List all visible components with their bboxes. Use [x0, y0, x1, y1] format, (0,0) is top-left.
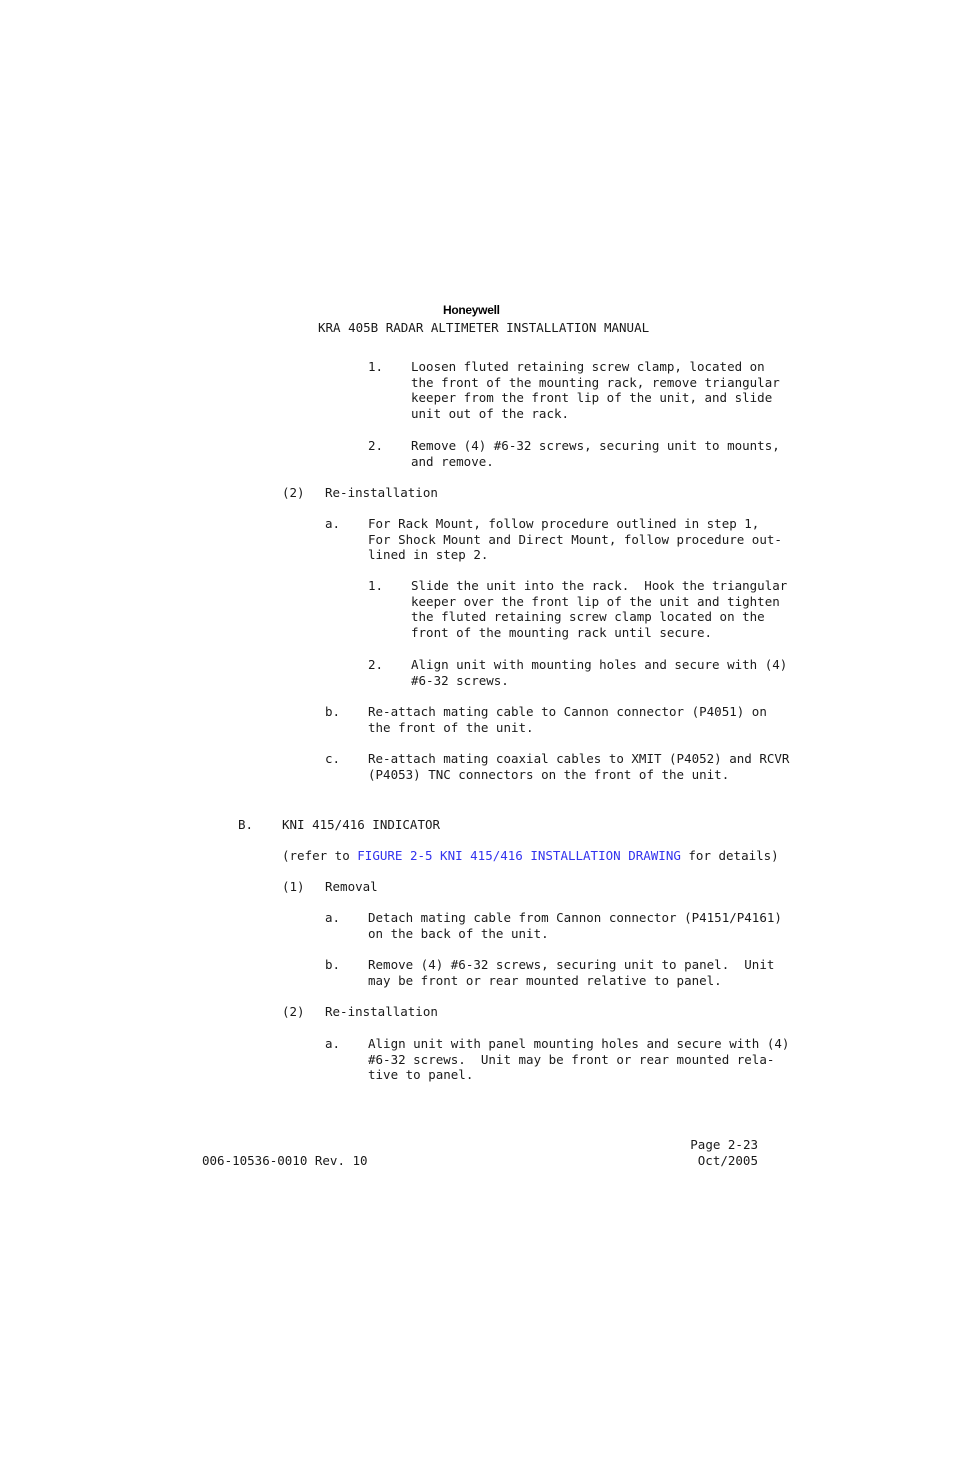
subsection-number: (2) — [282, 1004, 305, 1019]
refer-suffix: for details) — [680, 848, 779, 863]
item-letter: a. — [325, 516, 341, 531]
figure-reference — [282, 848, 779, 864]
item-letter: b. — [325, 704, 341, 719]
item-letter: c. — [325, 751, 341, 766]
page-number: Page 2-23 — [690, 1137, 758, 1152]
section-title: KNI 415/416 INDICATOR — [282, 817, 441, 832]
item-text: Align unit with panel mounting holes and secure with (4) #6-32 screws. Unit may be front or rear mounted rela- tive to panel. — [368, 1036, 790, 1083]
step-text: Slide the unit into the rack. Hook the triangular keeper over the front lip of the unit and tighten the fluted retaining screw clamp located on the front of the mounting rack until secure. — [411, 578, 788, 641]
subsection-label: Re-installation — [325, 1004, 438, 1019]
item-text: Detach mating cable from Cannon connector (P4151/P4161) on the back of the unit. — [368, 910, 782, 941]
item-text: For Rack Mount, follow procedure outlined in step 1, For Shock Mount and Direct Mount, follow procedure out- lined in step 2. — [368, 516, 782, 563]
honeywell-logo: Honeywell — [443, 303, 500, 317]
step-number: 1. — [368, 359, 384, 374]
manual-title: KRA 405B RADAR ALTIMETER INSTALLATION MANUAL — [318, 320, 650, 335]
step-number: 2. — [368, 438, 384, 453]
step-text: Remove (4) #6-32 screws, securing unit to mounts, and remove. — [411, 438, 780, 469]
section-letter: B. — [238, 817, 254, 832]
step-number: 2. — [368, 657, 384, 672]
item-letter: a. — [325, 1036, 341, 1051]
item-letter: a. — [325, 910, 341, 925]
revision-date: Oct/2005 — [697, 1153, 758, 1168]
subsection-label: Removal — [325, 879, 378, 894]
document-number: 006-10536-0010 Rev. 10 — [202, 1153, 368, 1168]
figure-link[interactable]: FIGURE 2-5 KNI 415/416 INSTALLATION DRAWING — [357, 848, 681, 863]
item-letter: b. — [325, 957, 341, 972]
step-text: Align unit with mounting holes and secure with (4) #6-32 screws. — [411, 657, 788, 688]
subsection-number: (1) — [282, 879, 305, 894]
step-number: 1. — [368, 578, 384, 593]
step-text: Loosen fluted retaining screw clamp, located on the front of the mounting rack, remove triangular keeper from the front lip of the unit, and slide unit out of the rack. — [411, 359, 780, 422]
refer-prefix: (refer to — [282, 848, 358, 863]
item-text: Re-attach mating coaxial cables to XMIT (P4052) and RCVR (P4053) TNC connectors on the front of the unit. — [368, 751, 790, 782]
item-text: Remove (4) #6-32 screws, securing unit to panel. Unit may be front or rear mounted relative to panel. — [368, 957, 775, 988]
item-text: Re-attach mating cable to Cannon connector (P4051) on the front of the unit. — [368, 704, 767, 735]
subsection-number: (2) — [282, 485, 305, 500]
subsection-label: Re-installation — [325, 485, 438, 500]
